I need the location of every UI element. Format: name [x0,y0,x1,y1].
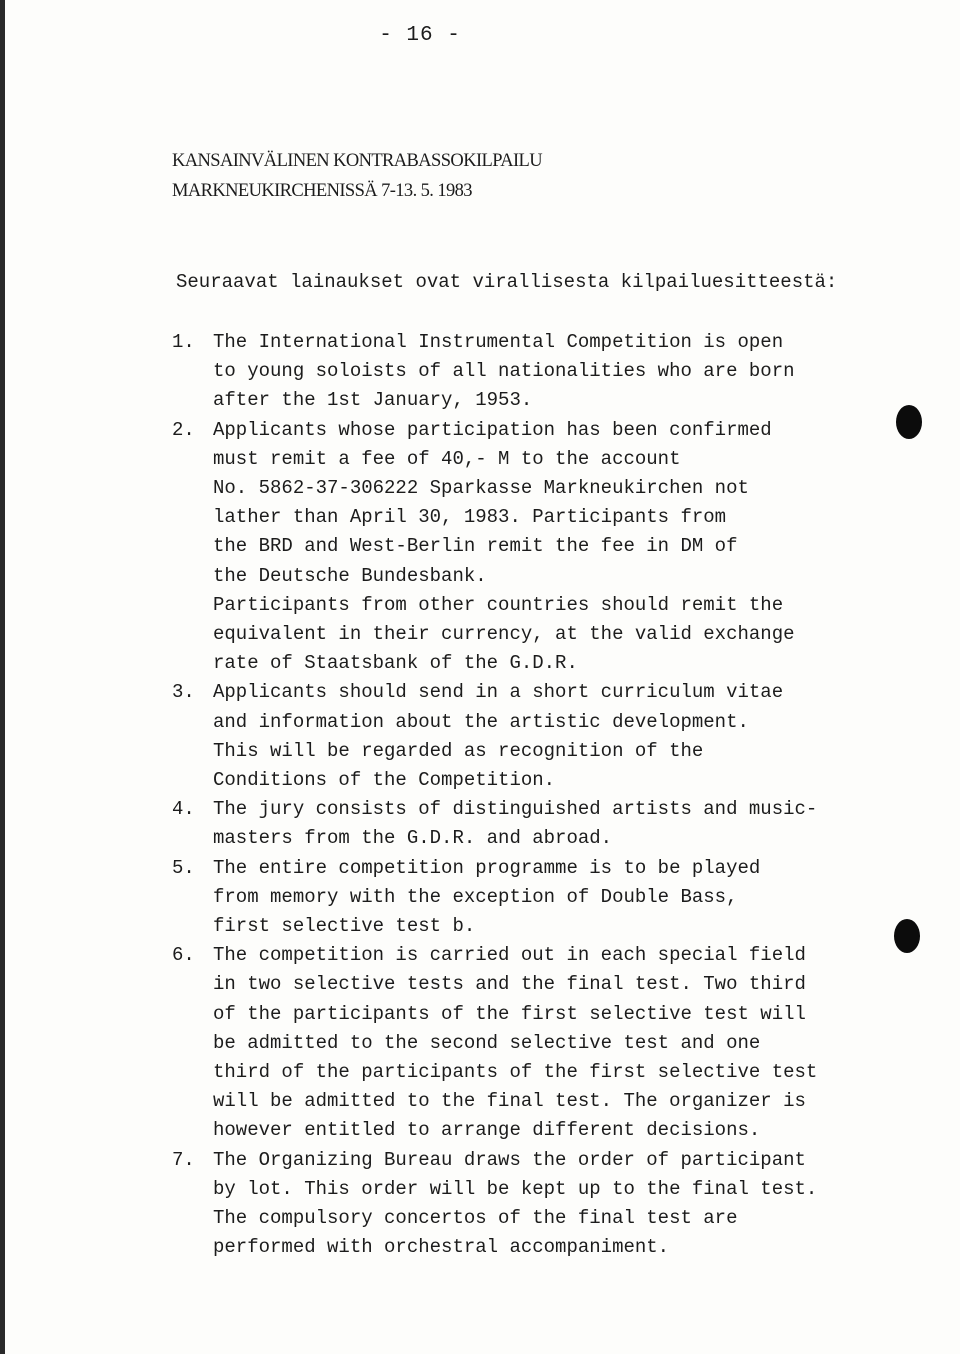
list-item-line: to young soloists of all nationalities who are born [213,360,795,383]
list-item-line: Participants from other countries should remit the [213,593,784,616]
punch-hole [896,405,922,439]
list-item-number: 4. [172,798,195,821]
list-item-line: of the participants of the first selective test will [213,1002,806,1025]
list-item-number: 6. [172,944,195,967]
list-item-number: 7. [172,1148,195,1171]
list-item-line: after the 1st January, 1953. [213,389,533,412]
list-item-line: Applicants whose participation has been confirmed [213,418,772,441]
list-item-line: however entitled to arrange different decisions. [213,1119,761,1142]
list-item-number: 3. [172,681,195,704]
list-item-number: 1. [172,331,195,353]
punch-hole [894,919,920,953]
list-item-line: be admitted to the second selective test and one [213,1031,761,1054]
list-item-line: first selective test b. [213,915,476,938]
list-item-line: rate of Staatsbank of the G.D.R. [213,652,578,675]
list-item-line: and information about the artistic development. [213,710,749,733]
list-item-line: The Organizing Bureau draws the order of participant [213,1148,806,1171]
list-item-line: the Deutsche Bundesbank. [213,564,487,587]
list-item-line: by lot. This order will be kept up to the final test. [213,1177,818,1200]
list-item-line: will be admitted to the final test. The organizer is [213,1090,806,1113]
list-item-line: third of the participants of the first selective test [213,1061,818,1084]
list-item [0,795,960,853]
list-item-line: The International Instrumental Competition is open [213,331,784,353]
list-item-number: 2. [172,418,195,441]
list-item-line: masters from the G.D.R. and abroad. [213,827,613,850]
list-item [0,1146,960,1263]
list-item-line: Applicants should send in a short curriculum vitae [213,681,784,704]
list-item-line: from memory with the exception of Double Bass, [213,885,738,908]
numbered-list [0,328,960,1263]
heading-line-2: MARKNEUKIRCHENISSÄ 7-13. 5. 1983 [172,181,472,201]
intro-text: Seuraavat lainaukset ovat virallisesta kilpailuesitteestä: [176,271,838,293]
list-item-line: the BRD and West-Berlin remit the fee in DM of [213,535,738,558]
list-item-line: The compulsory concertos of the final test are [213,1207,738,1230]
list-item-line: No. 5862-37-306222 Sparkasse Markneukirchen not [213,477,749,500]
list-item-line: The entire competition programme is to be played [213,856,761,879]
list-item-line: The competition is carried out in each special field [213,944,806,967]
list-item [0,941,960,1145]
list-item-line: lather than April 30, 1983. Participants from [213,506,727,529]
heading-line-1: KANSAINVÄLINEN KONTRABASSOKILPAILU [172,151,542,171]
list-item [0,416,960,679]
list-item-line: must remit a fee of 40,- M to the account [213,447,681,470]
list-item-line: equivalent in their currency, at the valid exchange [213,623,795,646]
list-item [0,854,960,942]
list-item-line: This will be regarded as recognition of the [213,739,704,762]
list-item-line: Conditions of the Competition. [213,769,556,792]
list-item-line: performed with orchestral accompaniment. [213,1236,670,1259]
list-item-line: The jury consists of distinguished artists and music- [213,798,818,821]
page-number: - 16 - [379,24,461,47]
list-item-number: 5. [172,856,195,879]
list-item [0,328,960,416]
list-item-line: in two selective tests and the final test. Two third [213,973,806,996]
list-item [0,678,960,795]
